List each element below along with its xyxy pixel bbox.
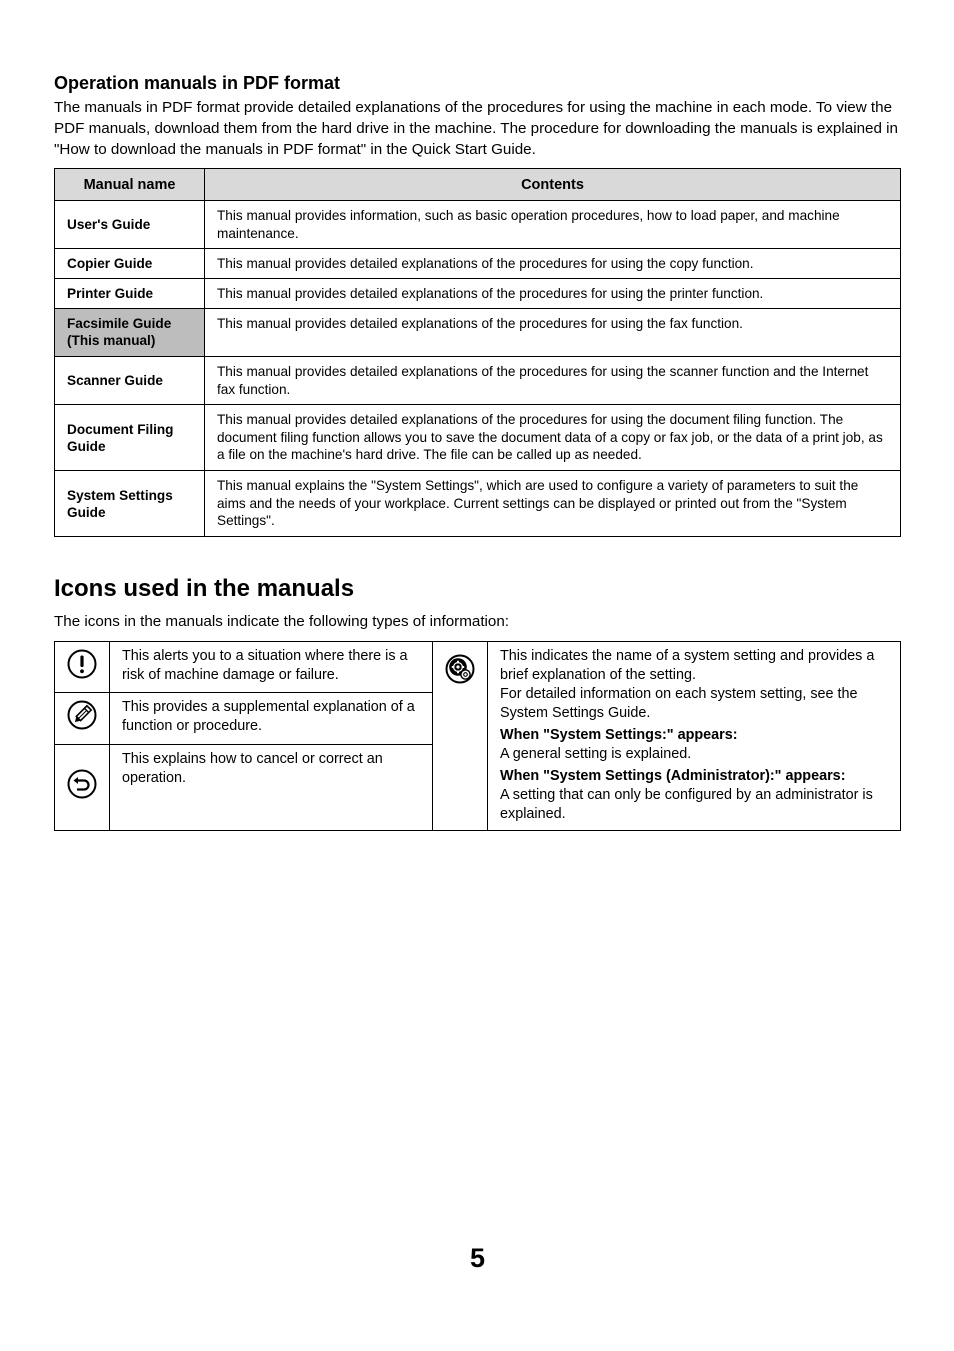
- icon-row: [55, 642, 901, 693]
- section-heading: Operation manuals in PDF format: [54, 73, 341, 93]
- manual-name-cell: Printer Guide: [55, 279, 205, 309]
- settings-text-1: This indicates the name of a system setting and provides a brief explanation of the setting.: [500, 648, 875, 683]
- column-header-contents: Contents: [205, 169, 901, 201]
- system-settings-gear-icon: [445, 654, 475, 684]
- table-row: [55, 201, 901, 249]
- manuals-table: [54, 168, 901, 537]
- settings-text-4: A setting that can only be configured by an administrator is explained.: [500, 787, 873, 822]
- table-header-row: [55, 169, 901, 201]
- table-row: [55, 471, 901, 537]
- manual-contents-cell: This manual provides detailed explanations of the procedures for using the printer function.: [205, 279, 901, 309]
- manual-name-cell: Facsimile Guide (This manual): [55, 309, 205, 357]
- settings-description: [488, 642, 901, 831]
- caution-icon: [67, 649, 97, 679]
- settings-text-2: For detailed information on each system setting, see the System Settings Guide.: [500, 686, 858, 721]
- settings-label-general: When "System Settings:" appears:: [500, 727, 738, 743]
- settings-text-3: A general setting is explained.: [500, 746, 692, 762]
- manual-contents-cell: This manual provides detailed explanations of the procedures for using the copy function.: [205, 249, 901, 279]
- manual-contents-cell: This manual provides detailed explanations of the procedures for using the document filing function. The document filing function allows you to save the document data of a copy or fax job, or the data of a print job, as a file on the machine's hard drive. The file can be called up as needed.: [205, 405, 901, 471]
- manual-contents-cell: This manual provides information, such as basic operation procedures, how to load paper, and machine maintenance.: [205, 201, 901, 249]
- icon-description: This alerts you to a situation where there is a risk of machine damage or failure.: [110, 642, 433, 693]
- table-row: [55, 279, 901, 309]
- manual-name-cell: User's Guide: [55, 201, 205, 249]
- icon-description: This provides a supplemental explanation of a function or procedure.: [110, 693, 433, 744]
- icons-heading: Icons used in the manuals: [54, 575, 355, 602]
- page-number: 5: [469, 1243, 486, 1273]
- column-header-manual-name: Manual name: [55, 169, 205, 201]
- section-intro: The manuals in PDF format provide detailed explanations of the procedures for using the machine in each mode. To view the PDF manuals, download them from the hard drive in the machine. The procedure for downloading the manuals is explained in "How to download the manuals in PDF format" in the Quick Start Guide.: [54, 99, 898, 158]
- manual-contents-cell: This manual provides detailed explanations of the procedures for using the scanner function and the Internet fax function.: [205, 357, 901, 405]
- manual-contents-cell: This manual explains the "System Settings", which are used to configure a variety of parameters to suit the aims and the needs of your workplace. Current settings can be displayed or printed out from the "System Settings".: [205, 471, 901, 537]
- icons-intro: The icons in the manuals indicate the following types of information:: [54, 613, 510, 630]
- manual-name-cell: Copier Guide: [55, 249, 205, 279]
- note-pencil-icon: [67, 700, 97, 730]
- settings-label-admin: When "System Settings (Administrator):" appears:: [500, 768, 846, 784]
- cancel-return-icon: [67, 769, 97, 799]
- table-row: [55, 357, 901, 405]
- icon-description: This explains how to cancel or correct an operation.: [110, 744, 433, 830]
- table-row: [55, 405, 901, 471]
- manual-name-cell: Document Filing Guide: [55, 405, 205, 471]
- manual-name-cell: System Settings Guide: [55, 471, 205, 537]
- table-row: [55, 249, 901, 279]
- icons-table: [54, 641, 901, 831]
- manual-name-cell: Scanner Guide: [55, 357, 205, 405]
- manual-contents-cell: This manual provides detailed explanations of the procedures for using the fax function.: [205, 309, 901, 357]
- table-row-highlighted: [55, 309, 901, 357]
